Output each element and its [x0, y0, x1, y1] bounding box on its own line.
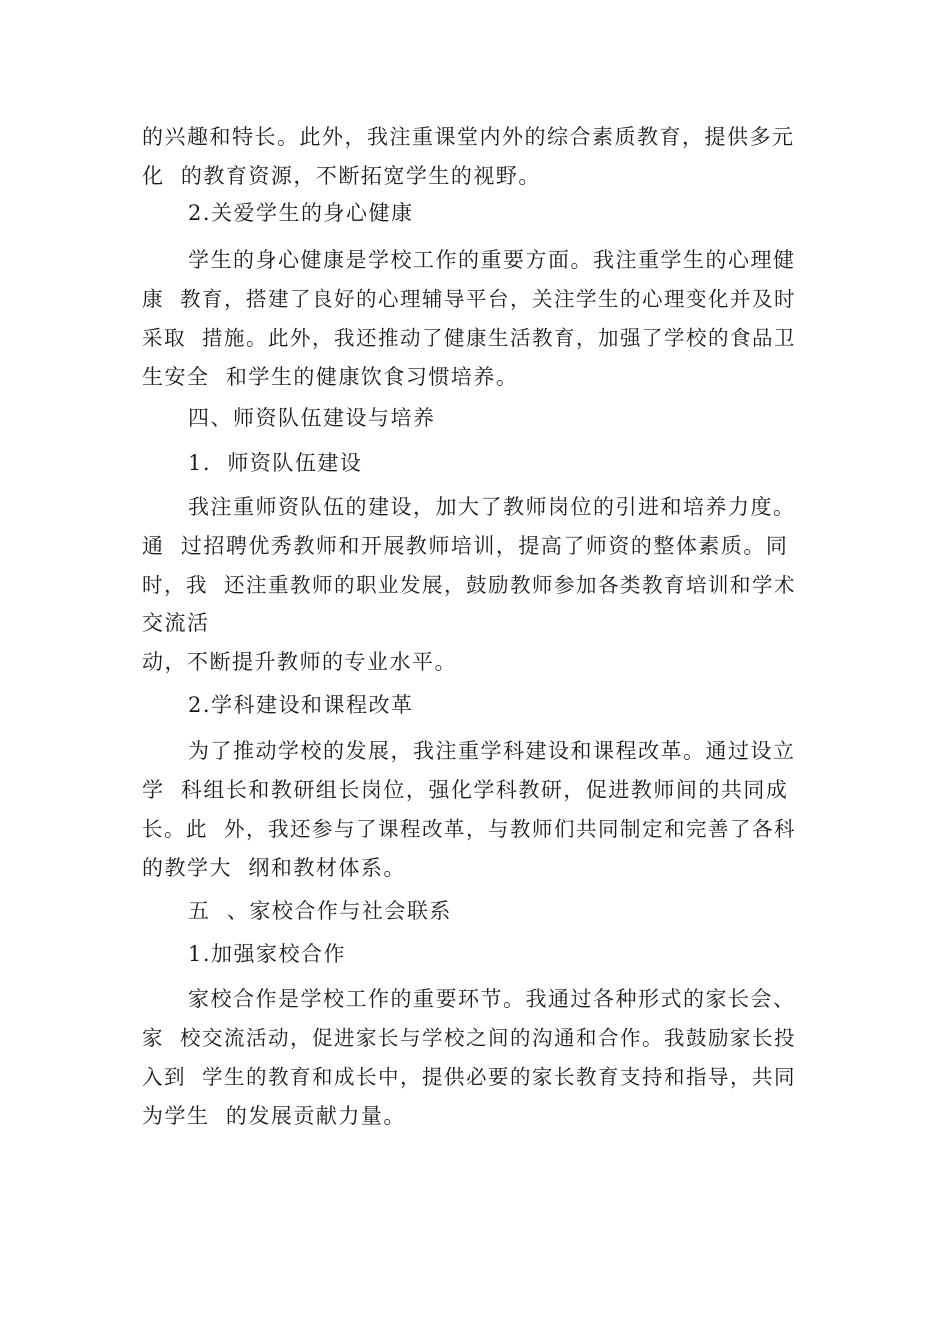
- paragraph-line: 为学生 的发展贡献力量。: [142, 1104, 406, 1128]
- paragraph-line: 我注重师资队伍的建设，加大了教师岗位的引进和培养力度。: [188, 495, 796, 519]
- paragraph-line: 学 科组长和教研组长岗位，强化学科教研，促进教师间的共同成: [142, 778, 789, 802]
- section-heading: 1.加强家校合作: [188, 942, 347, 966]
- section-heading: 四、师资队伍建设与培养: [188, 406, 436, 430]
- section-heading: 1. 师资队伍建设: [188, 451, 363, 475]
- paragraph-line: 的教学大 纲和教材体系。: [142, 856, 406, 880]
- paragraph-line: 化 的教育资源，不断拓宽学生的视野。: [142, 164, 541, 188]
- section-heading: 2.学科建设和课程改革: [188, 693, 414, 717]
- section-heading: 五 、家校合作与社会联系: [188, 899, 452, 923]
- paragraph-line: 康 教育，搭建了良好的心理辅导平台，关注学生的心理变化并及时: [142, 287, 797, 311]
- paragraph-line: 时，我 还注重教师的职业发展，鼓励教师参加各类教育培训和学术: [142, 573, 797, 597]
- paragraph-line: 生安全 和学生的健康饮食习惯培养。: [142, 365, 519, 389]
- paragraph-line: 家 校交流活动，促进家长与学校之间的沟通和合作。我鼓励家长投: [142, 1026, 797, 1050]
- paragraph-line: 家校合作是学校工作的重要环节。我通过各种形式的家长会、: [188, 987, 796, 1011]
- paragraph-line: 通 过招聘优秀教师和开展教师培训，提高了师资的整体素质。同: [142, 534, 789, 558]
- paragraph-line: 入到 学生的教育和成长中，提供必要的家长教育支持和指导，共同: [142, 1065, 797, 1089]
- paragraph-line: 为了推动学校的发展，我注重学科建设和课程改革。通过设立: [188, 739, 796, 763]
- paragraph-line: 长。此 外，我还参与了课程改革，与教师们共同制定和完善了各科: [142, 817, 797, 841]
- section-heading: 2.关爱学生的身心健康: [188, 201, 414, 225]
- paragraph-line: 动，不断提升教师的专业水平。: [142, 650, 457, 674]
- paragraph-line: 的兴趣和特长。此外，我注重课堂内外的综合素质教育，提供多元: [142, 125, 795, 149]
- paragraph-line: 交流活: [142, 611, 210, 635]
- paragraph-line: 采取 措施。此外，我还推动了健康生活教育，加强了学校的食品卫: [142, 326, 797, 350]
- paragraph-line: 学生的身心健康是学校工作的重要方面。我注重学生的心理健: [188, 248, 796, 272]
